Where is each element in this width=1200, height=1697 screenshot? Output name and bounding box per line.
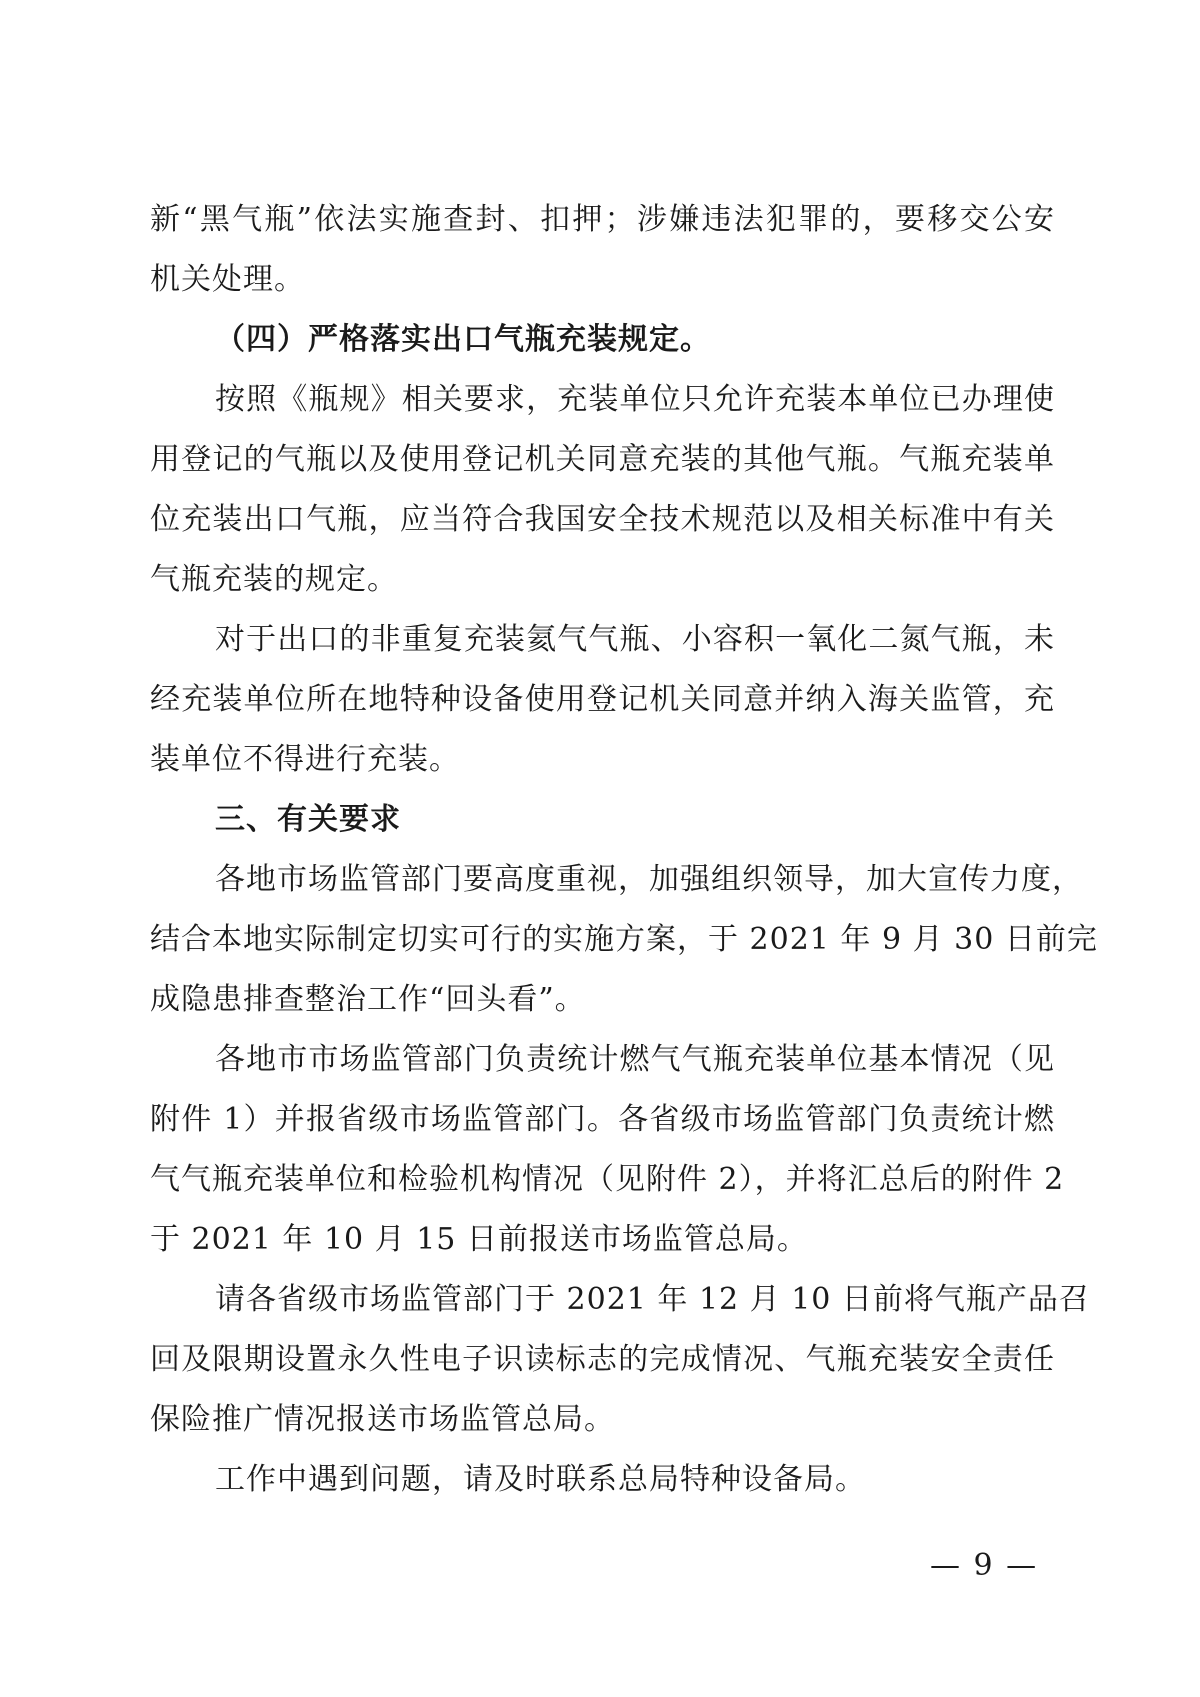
paragraph-line: 位充装出口气瓶，应当符合我国安全技术规范以及相关标准中有关 bbox=[150, 502, 1055, 537]
paragraph-line: 工作中遇到问题，请及时联系总局特种设备局。 bbox=[215, 1462, 866, 1497]
paragraph-line: 按照《瓶规》相关要求，充装单位只允许充装本单位已办理使 bbox=[215, 382, 1055, 417]
paragraph-line: 用登记的气瓶以及使用登记机关同意充装的其他气瓶。气瓶充装单 bbox=[150, 442, 1055, 477]
paragraph-line: 结合本地实际制定切实可行的实施方案，于 2021 年 9 月 30 日前完 bbox=[150, 922, 1098, 957]
paragraph-line: 经充装单位所在地特种设备使用登记机关同意并纳入海关监管，充 bbox=[150, 682, 1055, 717]
paragraph-line: 回及限期设置永久性电子识读标志的完成情况、气瓶充装安全责任 bbox=[150, 1342, 1055, 1377]
paragraph-line: 请各省级市场监管部门于 2021 年 12 月 10 日前将气瓶产品召 bbox=[215, 1282, 1090, 1317]
section-heading: 三、有关要求 bbox=[215, 802, 401, 837]
paragraph-line: 保险推广情况报送市场监管总局。 bbox=[150, 1402, 615, 1437]
paragraph-line: 气气瓶充装单位和检验机构情况（见附件 2），并将汇总后的附件 2 bbox=[150, 1162, 1065, 1197]
paragraph-line: 新“黑气瓶”依法实施查封、扣押；涉嫌违法犯罪的，要移交公安 bbox=[150, 202, 1055, 237]
paragraph-line: 机关处理。 bbox=[150, 262, 305, 297]
page-number: — 9 — bbox=[930, 1548, 1039, 1583]
paragraph-line: 各地市市场监管部门负责统计燃气气瓶充装单位基本情况（见 bbox=[215, 1042, 1055, 1077]
section-subheading: （四）严格落实出口气瓶充装规定。 bbox=[215, 322, 711, 357]
document-body bbox=[150, 190, 1098, 1510]
paragraph-line: 于 2021 年 10 月 15 日前报送市场监管总局。 bbox=[150, 1222, 808, 1257]
paragraph-line: 装单位不得进行充装。 bbox=[150, 742, 460, 777]
paragraph-line: 气瓶充装的规定。 bbox=[150, 562, 398, 597]
paragraph-line: 成隐患排查整治工作“回头看”。 bbox=[150, 982, 586, 1017]
paragraph-line: 对于出口的非重复充装氦气气瓶、小容积一氧化二氮气瓶，未 bbox=[215, 622, 1055, 657]
paragraph-line: 附件 1）并报省级市场监管部门。各省级市场监管部门负责统计燃 bbox=[150, 1102, 1055, 1137]
paragraph-line: 各地市场监管部门要高度重视，加强组织领导，加大宣传力度， bbox=[215, 862, 1083, 897]
